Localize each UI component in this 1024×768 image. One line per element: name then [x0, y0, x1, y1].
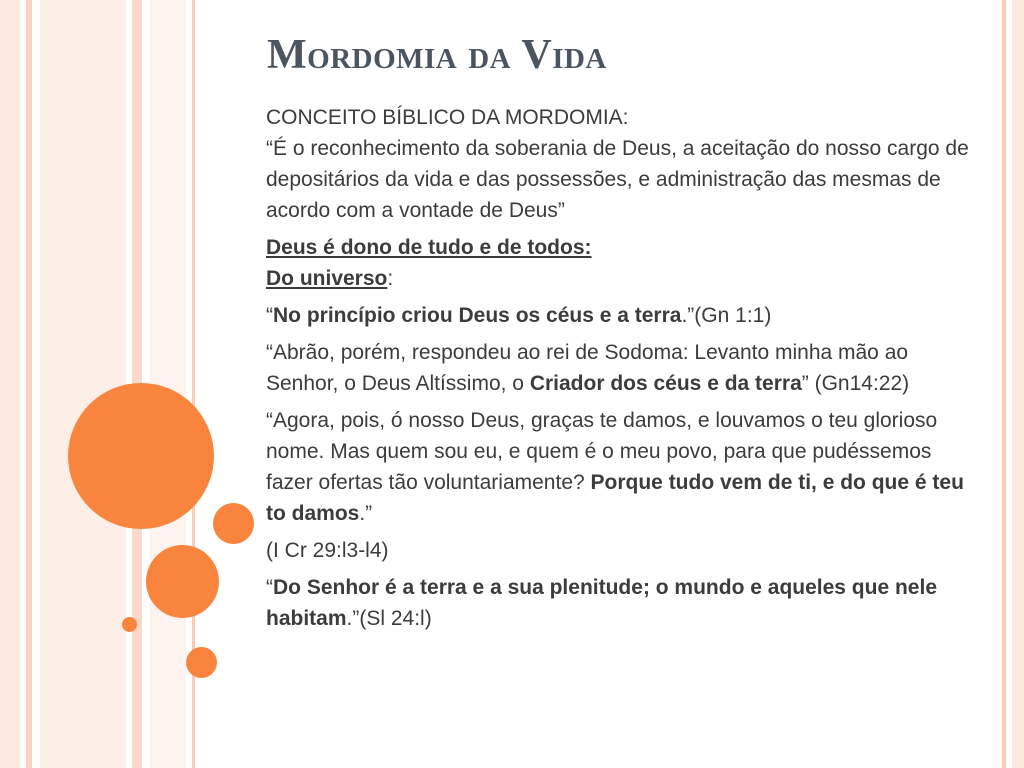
right-stripe-2 [1012, 0, 1024, 768]
quote-chronicles [266, 405, 982, 529]
slide-title: Mordomia da Vida [267, 32, 607, 78]
quote-ref: .”(Gn 1:1) [681, 304, 772, 327]
quote-bold: No princípio criou Deus os céus e a terra [273, 304, 682, 327]
definition-block [266, 102, 982, 226]
quote-psalm-24 [266, 572, 982, 634]
quote-bold: Do Senhor é a terra e a sua plenitude; o mundo e aqueles que nele habitam [266, 576, 937, 630]
decorative-circle-medium [146, 545, 219, 618]
quote-genesis-14 [266, 337, 982, 399]
concept-heading: CONCEITO BÍBLICO DA MORDOMIA: [266, 106, 629, 129]
definition-text: “É o reconhecimento da soberania de Deus, a aceitação do nosso cargo de depositários da vida e das possessões, e administração das mesmas de acordo com a vontade de Deus” [266, 137, 969, 222]
quote-open: “ [266, 576, 273, 599]
left-stripe-2 [26, 0, 32, 768]
decorative-circle-small-2 [186, 647, 217, 678]
left-stripe-1 [0, 0, 20, 768]
quote-ref: .”(Sl 24:l) [346, 607, 432, 630]
quote-genesis-1 [266, 300, 982, 331]
decorative-circle-small-1 [213, 503, 254, 544]
right-stripe-1 [1002, 0, 1006, 768]
quote-text: “Agora, pois, ó nosso Deus, graças te damos, e louvamos o teu glorioso nome. Mas quem sou eu, e quem é o meu povo, para que pudéssemos fazer ofertas tão voluntariamente? [266, 409, 938, 494]
universe-label: Do universo [266, 267, 388, 290]
quote-bold: Criador dos céus e da terra [529, 372, 802, 395]
decorative-circle-tiny [122, 617, 137, 632]
left-stripe-3 [40, 0, 126, 768]
owner-block [266, 232, 982, 294]
universe-colon: : [387, 267, 394, 290]
quote-bold: Porque tudo vem de ti, e do que é teu to damos [266, 471, 964, 525]
quote-ref: ” (Gn14:22) [801, 372, 910, 395]
slide-content [266, 102, 982, 640]
chronicles-reference [266, 535, 982, 566]
quote-ref: (I Cr 29:l3-l4) [266, 539, 389, 562]
owner-heading: Deus é dono de tudo e de todos: [266, 236, 592, 259]
quote-close: .” [359, 502, 373, 525]
decorative-circle-large [68, 383, 214, 529]
quote-open: “ [266, 304, 273, 327]
quote-text: “Abrão, porém, respondeu ao rei de Sodoma: Levanto minha mão ao Senhor, o Deus Altíssimo, o [266, 341, 909, 395]
